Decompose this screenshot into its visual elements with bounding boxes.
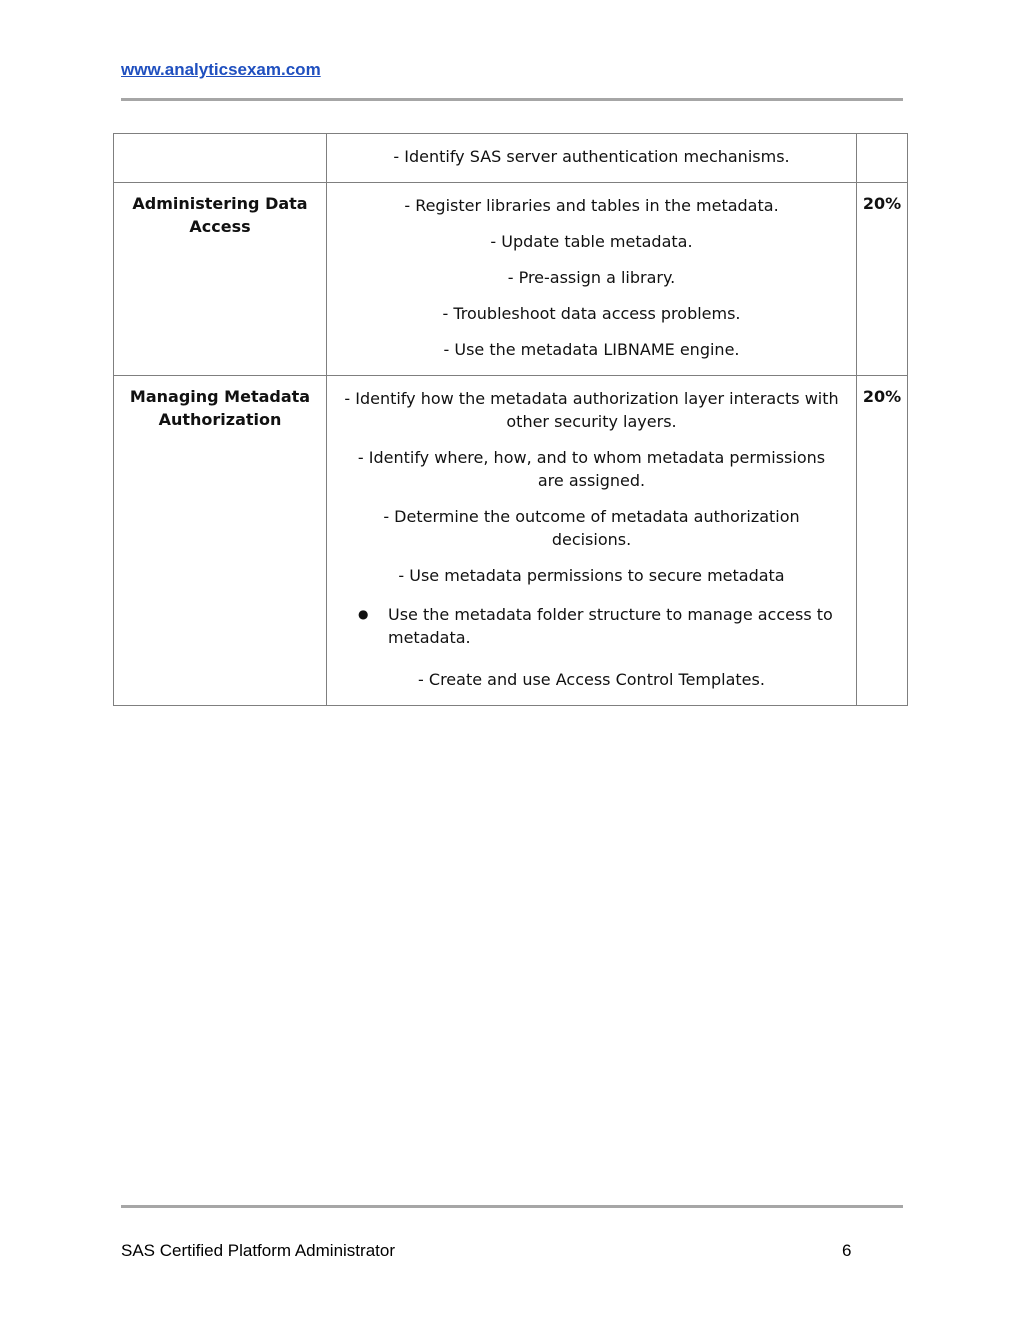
objective-item: - Identify where, how, and to whom metadata permissions are assigned. <box>357 448 826 490</box>
objectives-cell <box>327 183 857 376</box>
objective-item: - Pre-assign a library. <box>507 268 676 287</box>
weight-cell: 20% <box>857 183 908 376</box>
weight-cell: 20% <box>857 376 908 706</box>
footer-divider <box>121 1205 903 1208</box>
page-number: 6 <box>842 1241 852 1260</box>
objective-item: - Use the metadata LIBNAME engine. <box>443 340 740 359</box>
weight-cell <box>857 134 908 183</box>
domain-cell <box>114 134 327 183</box>
bullet-icon: ● <box>358 607 369 621</box>
objective-item: - Use metadata permissions to secure metadata <box>398 566 785 585</box>
bullet-item <box>343 591 840 659</box>
objectives-cell <box>327 376 857 706</box>
domain-cell: Administering Data Access <box>114 183 327 376</box>
objective-item: - Create and use Access Control Templates. <box>418 670 765 689</box>
objective-item: - Identify how the metadata authorization layer interacts with other security layers. <box>344 389 839 431</box>
footer-title: SAS Certified Platform Administrator <box>121 1241 395 1260</box>
objectives-cell <box>327 134 857 183</box>
exam-objectives-table <box>113 133 908 706</box>
bullet-text: Use the metadata folder structure to manage access to metadata. <box>388 605 833 647</box>
objective-item: - Register libraries and tables in the metadata. <box>404 196 779 215</box>
table-row <box>114 134 908 183</box>
objective-item: - Update table metadata. <box>490 232 693 251</box>
header-divider <box>121 98 903 101</box>
objective-item: - Identify SAS server authentication mechanisms. <box>393 147 790 166</box>
table-row <box>114 183 908 376</box>
objective-item: - Troubleshoot data access problems. <box>442 304 741 323</box>
site-link[interactable]: www.analyticsexam.com <box>121 60 321 79</box>
objective-item: - Determine the outcome of metadata authorization decisions. <box>383 507 800 549</box>
table-row <box>114 376 908 706</box>
domain-cell: Managing Metadata Authorization <box>114 376 327 706</box>
